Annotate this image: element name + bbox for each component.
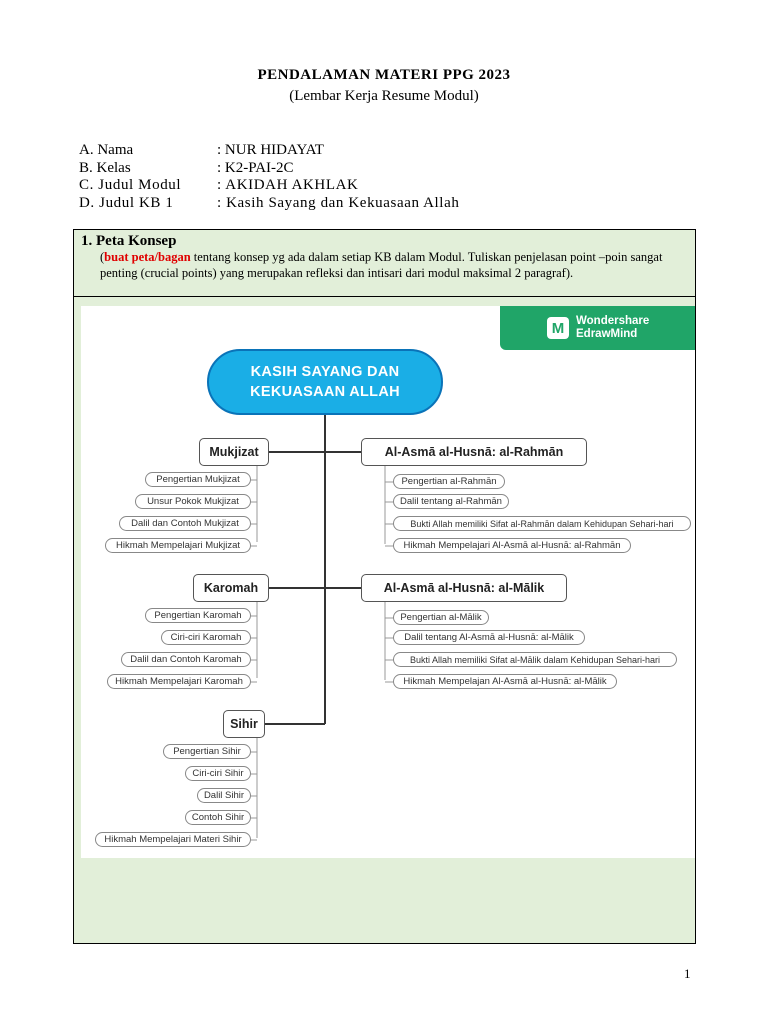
concept-map-box <box>73 229 696 944</box>
page-title: PENDALAMAN MATERI PPG 2023 <box>257 67 511 83</box>
identity-module <box>79 177 359 194</box>
identity-label: C. Judul Modul <box>79 177 182 193</box>
leaf-sihir-3: Dalil Sihir <box>197 788 251 803</box>
leaf-mukjizat-2: Unsur Pokok Mukjizat <box>135 494 251 509</box>
desc-open: ( <box>100 250 105 264</box>
identity-value: : AKIDAH AKHLAK <box>217 177 359 193</box>
leaf-malik-1: Pengertian al-Mālik <box>393 610 489 625</box>
leaf-malik-3: Bukti Allah memiliki Sifat al-Mālik dalam Kehidupan Sehari-hari <box>393 652 677 667</box>
identity-label: A. Nama <box>79 142 134 158</box>
leaf-rahman-2: Dalil tentang al-Rahmān <box>393 494 509 509</box>
leaf-rahman-4: Hikmah Mempelajari Al-Asmā al-Husnā: al-Rahmān <box>393 538 631 553</box>
identity-value: : NUR HIDAYAT <box>217 142 324 158</box>
leaf-rahman-3: Bukti Allah memiliki Sifat al-Rahmān dalam Kehidupan Sehari-hari <box>393 516 691 531</box>
brand-line1: Wondershare <box>576 315 650 327</box>
identity-kb <box>79 195 459 212</box>
leaf-malik-4: Hikmah Mempelajan Al-Asmā al-Husnā: al-Mālik <box>393 674 617 689</box>
leaf-karomah-3: Dalil dan Contoh Karomah <box>121 652 251 667</box>
mindmap-image <box>81 306 695 858</box>
mindmap-root <box>207 349 443 415</box>
identity-class <box>79 160 294 177</box>
root-line1: KASIH SAYANG DAN <box>250 364 400 380</box>
leaf-karomah-2: Ciri-ciri Karomah <box>161 630 251 645</box>
node-mukjizat: Mukjizat <box>199 438 269 466</box>
leaf-mukjizat-1: Pengertian Mukjizat <box>145 472 251 487</box>
page-subtitle: (Lembar Kerja Resume Modul) <box>289 88 479 104</box>
identity-label: D. Judul KB 1 <box>79 195 174 211</box>
identity-name <box>79 142 324 159</box>
section-title: 1. Peta Konsep <box>81 233 177 249</box>
edrawmind-watermark <box>500 306 695 350</box>
leaf-sihir-5: Hikmah Mempelajari Materi Sihir <box>95 832 251 847</box>
root-line2: KEKUASAAN ALLAH <box>250 384 400 400</box>
node-sihir: Sihir <box>223 710 265 738</box>
leaf-karomah-4: Hikmah Mempelajari Karomah <box>107 674 251 689</box>
leaf-sihir-1: Pengertian Sihir <box>163 744 251 759</box>
identity-value: : Kasih Sayang dan Kekuasaan Allah <box>217 195 460 211</box>
desc-rest: tentang konsep yg ada dalam setiap KB dalam Modul. Tuliskan penjelasan point –poin sangat penting (crucial points) yang merupakan refleksi dan intisari dari modul maksimal 2 paragraf). <box>100 250 663 280</box>
node-al-malik: Al-Asmā al-Husnā: al-Mālik <box>361 574 567 602</box>
leaf-rahman-1: Pengertian al-Rahmān <box>393 474 505 489</box>
identity-value: : K2-PAI-2C <box>217 160 294 176</box>
node-karomah: Karomah <box>193 574 269 602</box>
brand-name <box>576 315 649 341</box>
leaf-mukjizat-3: Dalil dan Contoh Mukjizat <box>119 516 251 531</box>
edrawmind-logo-icon: M <box>547 317 569 339</box>
page-number: 1 <box>684 966 691 981</box>
leaf-mukjizat-4: Hikmah Mempelajari Mukjizat <box>105 538 251 553</box>
leaf-malik-2: Dalil tentang Al-Asmā al-Husnā: al-Mālik <box>393 630 585 645</box>
leaf-karomah-1: Pengertian Karomah <box>145 608 251 623</box>
desc-highlight: buat peta/bagan <box>104 250 191 264</box>
leaf-sihir-2: Ciri-ciri Sihir <box>185 766 251 781</box>
identity-label: B. Kelas <box>79 160 131 176</box>
leaf-sihir-4: Contoh Sihir <box>185 810 251 825</box>
node-al-rahman: Al-Asmā al-Husnā: al-Rahmān <box>361 438 587 466</box>
section-instructions <box>100 250 690 281</box>
concept-map-header <box>74 230 695 297</box>
brand-line2: EdrawMind <box>576 328 638 340</box>
